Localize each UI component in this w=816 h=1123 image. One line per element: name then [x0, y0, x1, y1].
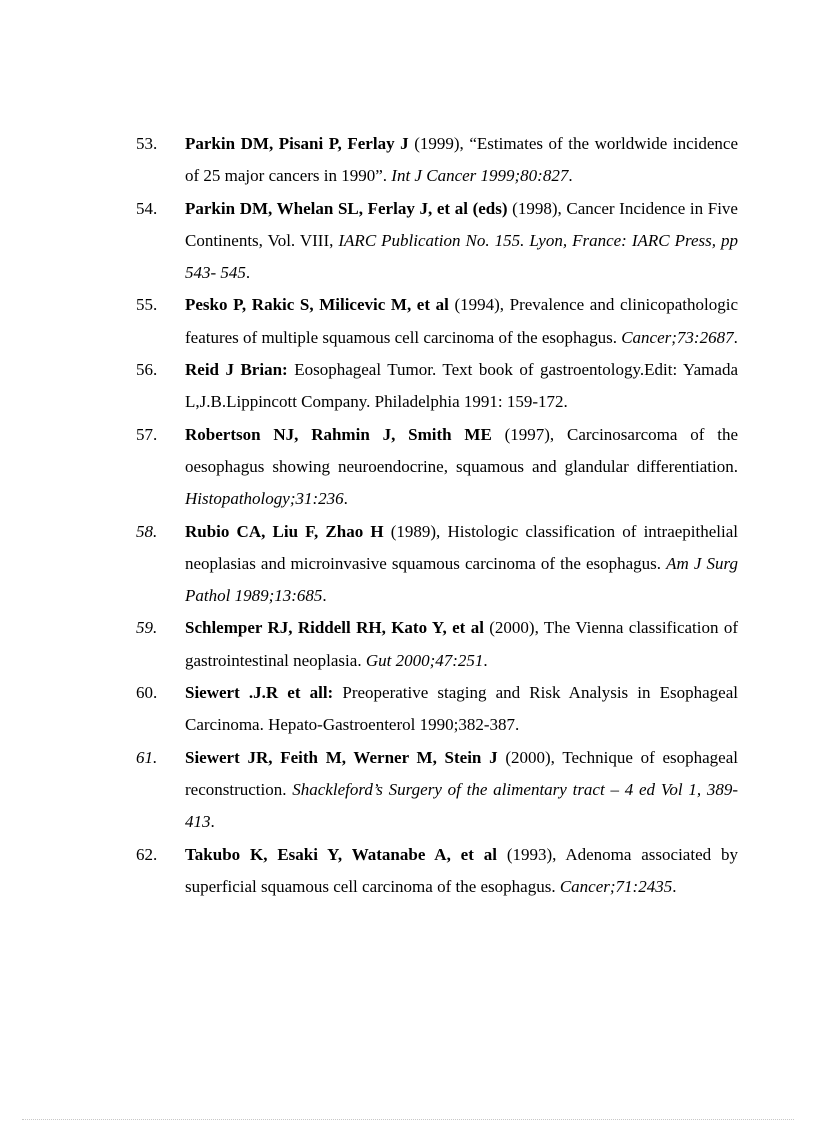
- reference-item: [136, 677, 738, 742]
- reference-authors: Rubio CA, Liu F, Zhao H: [185, 521, 384, 541]
- reference-text: [185, 839, 738, 904]
- reference-details: (1998), Cancer Incidence in Five Continents, Vol. VIII,: [185, 198, 738, 250]
- reference-authors: Siewert .J.R et all:: [185, 683, 334, 703]
- reference-journal: Cancer;73:2687: [621, 327, 734, 347]
- reference-item: [136, 612, 738, 677]
- reference-item: [136, 193, 738, 290]
- reference-text: [185, 289, 738, 354]
- reference-number: 59.: [136, 618, 158, 638]
- reference-authors: Reid J Brian:: [185, 360, 288, 380]
- reference-text: [185, 742, 738, 839]
- reference-journal: Histopathology;31:236: [185, 489, 344, 509]
- reference-number: 56.: [136, 360, 158, 380]
- reference-details: (1997), Carcinosarcoma of the oesophagus showing neuroendocrine, squamous and glandular differentiation.: [185, 424, 738, 476]
- reference-text: [185, 354, 738, 419]
- reference-item: [136, 128, 738, 193]
- reference-authors: Pesko P, Rakic S, Milicevic M, et al: [185, 295, 449, 315]
- reference-authors: Parkin DM, Pisani P, Ferlay J: [185, 134, 409, 153]
- reference-number: 61.: [136, 747, 158, 767]
- reference-journal: IARC Publication No. 155. Lyon, France: IARC Press, pp 543- 545: [185, 230, 739, 283]
- reference-authors: Takubo K, Esaki Y, Watanabe A, et al: [185, 844, 497, 864]
- reference-details: (2000), Technique of esophageal reconstruction.: [185, 747, 738, 799]
- reference-details: Eosophageal Tumor. Text book of gastroentology.Edit: Yamada L,J.B.Lippincott Company. Philadelphia 1991: 159-172.: [185, 360, 738, 412]
- reference-list: [136, 128, 738, 903]
- reference-details: (1989), Histologic classification of intraepithelial neoplasias and microinvasive squamous carcinoma of the esophagus.: [185, 521, 738, 573]
- reference-journal: Shackleford’s Surgery of the alimentary tract – 4 ed Vol 1, 389-413: [185, 779, 738, 832]
- page-bottom-divider: [22, 1119, 794, 1120]
- reference-details: Preoperative staging and Risk Analysis in Esophageal Carcinoma. Hepato-Gastroenterol 1990;382-387.: [185, 683, 739, 735]
- reference-number: 54.: [136, 198, 158, 218]
- reference-end-punctuation: .: [322, 586, 327, 606]
- reference-item: [136, 419, 738, 516]
- reference-item: [136, 839, 738, 904]
- reference-item: [136, 516, 738, 613]
- reference-end-punctuation: .: [568, 166, 573, 186]
- reference-text: [185, 128, 738, 193]
- reference-details: (2000), The Vienna classification of gastrointestinal neoplasia.: [185, 618, 738, 670]
- reference-text: [185, 516, 738, 613]
- reference-end-punctuation: .: [343, 489, 348, 509]
- reference-text: [185, 193, 738, 290]
- reference-item: [136, 289, 738, 354]
- reference-details: (1994), Prevalence and clinicopathologic features of multiple squamous cell carcinoma of the esophagus.: [185, 295, 738, 347]
- reference-authors: Siewert JR, Feith M, Werner M, Stein J: [185, 747, 498, 767]
- reference-end-punctuation: .: [672, 876, 677, 896]
- reference-text: [185, 419, 738, 516]
- reference-end-punctuation: .: [210, 812, 215, 832]
- reference-journal: Am J Surg Pathol 1989;13:685: [185, 553, 738, 606]
- reference-journal: Gut 2000;47:251: [365, 650, 484, 670]
- reference-details: (1999), “Estimates of the worldwide incidence of 25 major cancers in 1990”.: [185, 134, 739, 186]
- reference-text: [185, 677, 738, 742]
- reference-end-punctuation: .: [245, 263, 251, 283]
- reference-authors: Parkin DM, Whelan SL, Ferlay J, et al (eds): [185, 198, 508, 218]
- reference-item: [136, 354, 738, 419]
- reference-end-punctuation: .: [483, 650, 488, 670]
- reference-number: 62.: [136, 844, 158, 864]
- reference-end-punctuation: .: [733, 327, 738, 347]
- reference-journal: Cancer;71:2435: [559, 876, 673, 896]
- reference-number: 55.: [136, 295, 158, 315]
- reference-number: 53.: [136, 134, 158, 153]
- reference-authors: Robertson NJ, Rahmin J, Smith ME: [185, 424, 492, 444]
- reference-authors: Schlemper RJ, Riddell RH, Kato Y, et al: [185, 618, 484, 638]
- reference-number: 60.: [136, 683, 158, 703]
- reference-details: (1993), Adenoma associated by superficial squamous cell carcinoma of the esophagus.: [185, 844, 738, 896]
- reference-number: 58.: [136, 521, 158, 541]
- reference-number: 57.: [136, 424, 158, 444]
- reference-journal: Int J Cancer 1999;80:827: [391, 166, 569, 186]
- reference-text: [185, 612, 738, 677]
- reference-item: [136, 742, 738, 839]
